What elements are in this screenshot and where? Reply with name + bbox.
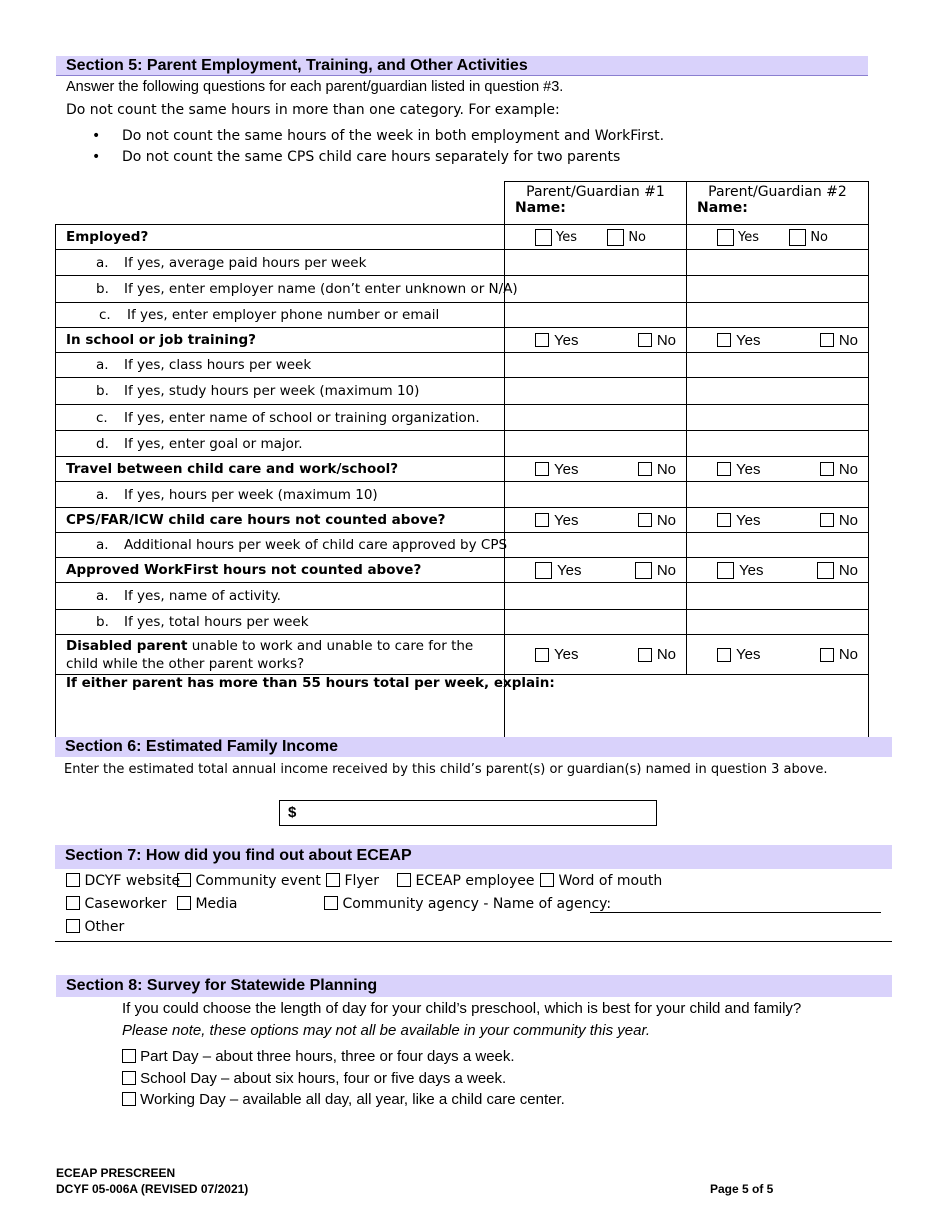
parent-2-cps-no[interactable]: No [820,512,858,529]
table-corner [56,182,505,225]
footer-page-number: Page 5 of 5 [710,1182,774,1196]
option-other[interactable]: Other [66,919,124,935]
parent-2-travel-no[interactable]: No [820,461,858,478]
parent-1-workfirst-no[interactable]: No [635,562,676,579]
option-part-day[interactable]: Part Day – about three hours, three or four days a week. [122,1048,515,1065]
parent-2-activity-field[interactable] [687,583,869,610]
workfirst-a: a. If yes, name of activity. [56,583,505,610]
checkbox-icon[interactable] [122,1049,136,1063]
workfirst-label: Approved WorkFirst hours not counted above? [56,558,505,583]
option-dcyf[interactable]: DCYF website [66,873,180,889]
parent-1-study-hours-field[interactable] [505,378,687,405]
bullet-2: • [92,149,101,165]
checkbox-icon[interactable] [535,229,552,246]
employed-b: b. If yes, enter employer name (don’t enter unknown or N/A) [56,276,505,303]
footer-form-name: ECEAP PRESCREEN [56,1166,176,1180]
parent-1-travel-no[interactable]: No [638,461,676,478]
option-community-agency[interactable]: Community agency - Name of agency: [324,896,611,912]
school-label: In school or job training? [56,328,505,353]
parent-1-disabled-yes[interactable]: Yes [535,646,578,663]
parent-2-header [687,182,869,225]
parent-1-school-no[interactable]: No [638,332,676,349]
parent-1-name-label: Name: [515,200,566,216]
parent-2-workfirst-yes[interactable]: Yes [717,562,763,579]
school-d: d. If yes, enter goal or major. [56,431,505,457]
parent-1-school-name-field[interactable] [505,405,687,431]
checkbox-icon[interactable] [326,873,340,887]
parent-2-workfirst [687,558,869,583]
section-6-header: Section 6: Estimated Family Income [55,737,892,757]
parent-1-school-yes[interactable]: Yes [535,332,578,349]
parent-2-class-hours-field[interactable] [687,353,869,378]
checkbox-icon[interactable] [535,513,549,527]
school-b: b. If yes, study hours per week (maximum 10) [56,378,505,405]
parent-2-school-yes[interactable]: Yes [717,332,760,349]
section-8-question: If you could choose the length of day for your child’s preschool, which is best for your child and family? [122,1000,802,1017]
checkbox-icon[interactable] [638,462,652,476]
employed-a: a. If yes, average paid hours per week [56,250,505,276]
parent-1-employer-contact-field[interactable] [505,303,687,328]
parent-2-disabled [687,635,869,675]
section-5-intro-1: Answer the following questions for each parent/guardian listed in question #3. [66,79,564,95]
parent-1-employed [505,225,687,250]
parent-2-study-hours-field[interactable] [687,378,869,405]
option-eceap-employee[interactable]: ECEAP employee [397,873,535,889]
checkbox-icon[interactable] [717,513,731,527]
parent-2-cps-hours-field[interactable] [687,533,869,558]
parent-1-disabled-no[interactable]: No [638,646,676,663]
option-working-day[interactable]: Working Day – available all day, all year, like a child care center. [122,1091,565,1108]
checkbox-icon[interactable] [820,648,834,662]
option-word-of-mouth[interactable]: Word of mouth [540,873,662,889]
checkbox-icon[interactable] [177,896,191,910]
parent-1-title: Parent/Guardian #1 [526,184,665,200]
school-c: c. If yes, enter name of school or training organization. [56,405,505,431]
checkbox-icon[interactable] [717,648,731,662]
checkbox-icon[interactable] [535,333,549,347]
checkbox-icon[interactable] [717,333,731,347]
section-6-instruction: Enter the estimated total annual income received by this child’s parent(s) or guardian(s) named in question 3 above. [64,762,828,777]
parent-1-cps-yes[interactable]: Yes [535,512,578,529]
currency-symbol: $ [288,804,297,821]
parent-2-employed [687,225,869,250]
parent-1-school [505,328,687,353]
parent-2-disabled-yes[interactable]: Yes [717,646,760,663]
parent-1-cps-hours-field[interactable] [505,533,687,558]
bullet-1-text: Do not count the same hours of the week in both employment and WorkFirst. [122,128,665,144]
parent-2-travel-yes[interactable]: Yes [717,461,760,478]
checkbox-icon[interactable] [535,648,549,662]
checkbox-icon[interactable] [638,333,652,347]
parent-2-cps-yes[interactable]: Yes [717,512,760,529]
parent-2-school-no[interactable]: No [820,332,858,349]
parent-1-employed-yes[interactable]: Yes [535,229,577,246]
checkbox-icon[interactable] [638,513,652,527]
checkbox-icon[interactable] [535,562,552,579]
parent-2-employed-no[interactable]: No [789,229,828,246]
checkbox-icon[interactable] [66,919,80,933]
activities-table [55,181,869,748]
explain-label: If either parent has more than 55 hours total per week, explain: [56,675,505,748]
parent-1-total-hours-field[interactable] [505,610,687,635]
checkbox-icon[interactable] [820,333,834,347]
parent-1-travel [505,457,687,482]
parent-1-disabled [505,635,687,675]
checkbox-icon[interactable] [638,648,652,662]
parent-1-travel-hours-field[interactable] [505,482,687,508]
parent-2-goal-field[interactable] [687,431,869,457]
parent-2-employer-field[interactable] [687,276,869,303]
option-school-day[interactable]: School Day – about six hours, four or five days a week. [122,1070,506,1087]
parent-2-travel-hours-field[interactable] [687,482,869,508]
checkbox-icon[interactable] [717,462,731,476]
travel-label: Travel between child care and work/school? [56,457,505,482]
school-a: a. If yes, class hours per week [56,353,505,378]
checkbox-icon[interactable] [177,873,191,887]
parent-1-employer-field[interactable] [505,276,687,303]
checkbox-icon[interactable] [535,462,549,476]
checkbox-icon[interactable] [66,896,80,910]
bullet-2-text: Do not count the same CPS child care hours separately for two parents [122,149,621,165]
parent-1-header [505,182,687,225]
footer-form-id: DCYF 05-006A (REVISED 07/2021) [56,1182,249,1196]
cps-a: a. Additional hours per week of child care approved by CPS [56,533,505,558]
checkbox-icon[interactable] [820,462,834,476]
workfirst-b: b. If yes, total hours per week [56,610,505,635]
parent-2-cps [687,508,869,533]
parent-1-class-hours-field[interactable] [505,353,687,378]
travel-a: a. If yes, hours per week (maximum 10) [56,482,505,508]
option-media[interactable]: Media [177,896,238,912]
parent-2-name-label: Name: [697,200,748,216]
checkbox-icon[interactable] [122,1071,136,1085]
checkbox-icon[interactable] [817,562,834,579]
option-flyer[interactable]: Flyer [326,873,379,889]
employed-c: c. If yes, enter employer phone number or email [56,303,505,328]
option-community-event[interactable]: Community event [177,873,321,889]
parent-2-title: Parent/Guardian #2 [708,184,847,200]
checkbox-icon[interactable] [635,562,652,579]
checkbox-icon[interactable] [66,873,80,887]
parent-1-cps [505,508,687,533]
checkbox-icon[interactable] [717,229,734,246]
parent-1-employed-no[interactable]: No [607,229,646,246]
income-field[interactable] [279,800,657,826]
checkbox-icon[interactable] [324,896,338,910]
bullet-1: • [92,128,101,144]
parent-2-total-hours-field[interactable] [687,610,869,635]
section-5-header: Section 5: Parent Employment, Training, and Other Activities [56,56,868,76]
disabled-label: Disabled parent unable to work and unable to care for the child while the other parent works? [56,635,505,675]
checkbox-icon[interactable] [607,229,624,246]
parent-2-employed-yes[interactable]: Yes [717,229,759,246]
parent-1-activity-field[interactable] [505,583,687,610]
agency-name-field[interactable] [590,912,881,913]
checkbox-icon[interactable] [789,229,806,246]
parent-1-workfirst-yes[interactable]: Yes [535,562,581,579]
parent-2-paid-hours-field[interactable] [687,250,869,276]
section-7-divider [55,941,892,942]
parent-1-goal-field[interactable] [505,431,687,457]
section-8-header: Section 8: Survey for Statewide Planning [56,975,892,997]
parent-1-cps-no[interactable]: No [638,512,676,529]
checkbox-icon[interactable] [122,1092,136,1106]
parent-1-workfirst [505,558,687,583]
cps-label: CPS/FAR/ICW child care hours not counted above? [56,508,505,533]
parent-1-paid-hours-field[interactable] [505,250,687,276]
parent-2-employer-contact-field[interactable] [687,303,869,328]
checkbox-icon[interactable] [397,873,411,887]
parent-2-travel [687,457,869,482]
parent-1-travel-yes[interactable]: Yes [535,461,578,478]
parent-2-school-name-field[interactable] [687,405,869,431]
checkbox-icon[interactable] [820,513,834,527]
parent-2-workfirst-no[interactable]: No [817,562,858,579]
section-7-header: Section 7: How did you find out about ECEAP [55,845,892,869]
employed-label: Employed? [56,225,505,250]
checkbox-icon[interactable] [717,562,734,579]
parent-2-school [687,328,869,353]
option-caseworker[interactable]: Caseworker [66,896,166,912]
parent-2-disabled-no[interactable]: No [820,646,858,663]
checkbox-icon[interactable] [540,873,554,887]
section-5-intro-2: Do not count the same hours in more than one category. For example: [66,102,560,118]
section-8-note: Please note, these options may not all be available in your community this year. [122,1022,651,1039]
